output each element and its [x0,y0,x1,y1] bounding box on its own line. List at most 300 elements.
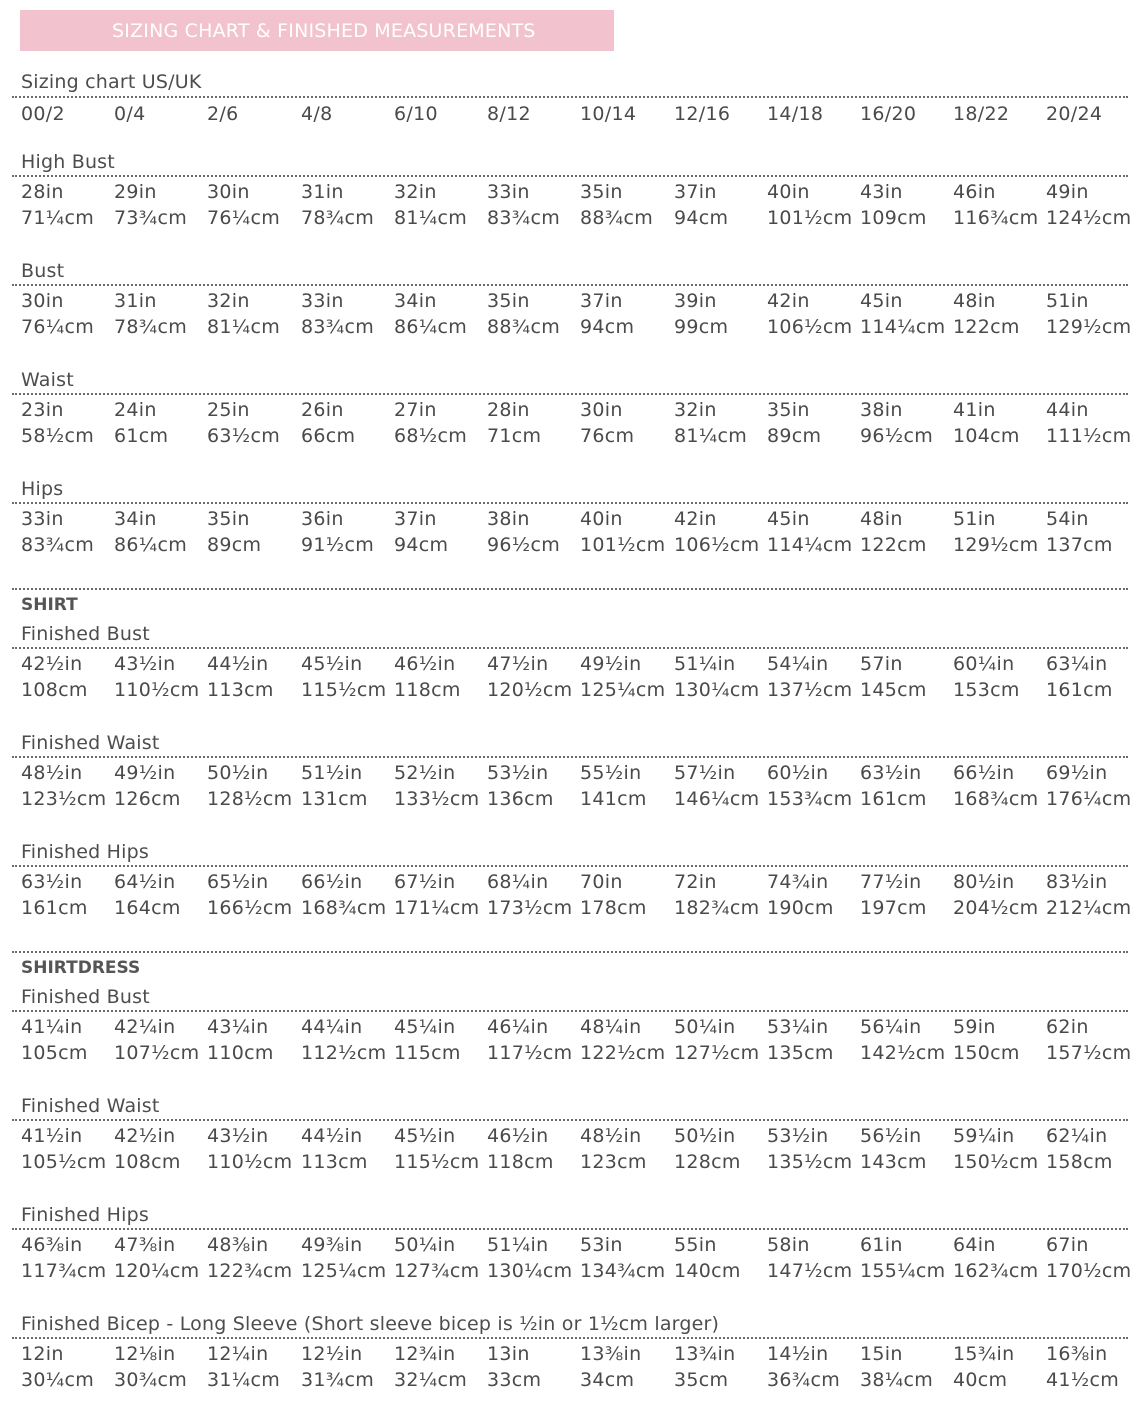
dotted-divider [12,175,1128,177]
inch-value: 49½in [580,653,642,675]
inch-value: 48½in [580,1125,642,1147]
inch-value: 41in [953,399,996,421]
cm-value: 170½cm [1046,1260,1132,1282]
cm-value: 66cm [301,425,356,447]
inch-value: 53in [580,1234,623,1256]
cm-value: 35cm [674,1369,729,1391]
cm-value: 30¾cm [114,1369,188,1391]
cm-value: 94cm [394,534,449,556]
dotted-divider [12,588,1128,590]
inch-value: 68¼in [487,871,549,893]
cm-value: 83¾cm [301,316,375,338]
inch-value: 61in [860,1234,903,1256]
cm-value: 153¾cm [767,788,853,810]
cm-value: 108cm [114,1151,181,1173]
inch-value: 51in [953,508,996,530]
size-value: 12/16 [674,103,731,125]
inch-value: 31in [114,290,157,312]
cm-value: 140cm [674,1260,741,1282]
cm-value: 123½cm [21,788,107,810]
cm-value: 111½cm [1046,425,1132,447]
cm-value: 30¼cm [21,1369,95,1391]
inch-value: 26in [301,399,344,421]
inch-value: 28in [21,181,64,203]
cm-value: 33cm [487,1369,542,1391]
cm-value: 136cm [487,788,554,810]
inch-value: 63¼in [1046,653,1108,675]
inch-value: 45½in [301,653,363,675]
cm-value: 161cm [21,897,88,919]
cm-value: 157½cm [1046,1042,1132,1064]
inch-value: 42½in [21,653,83,675]
inch-value: 77½in [860,871,922,893]
cm-value: 190cm [767,897,834,919]
size-value: 4/8 [301,103,333,125]
inch-value: 52½in [394,762,456,784]
cm-value: 108cm [21,679,88,701]
cm-value: 137½cm [767,679,853,701]
inch-value: 16⅜in [1046,1343,1108,1365]
cm-value: 88¾cm [487,316,561,338]
cm-value: 40cm [953,1369,1008,1391]
inch-value: 45¼in [394,1016,456,1038]
cm-value: 109cm [860,207,927,229]
dotted-divider [12,865,1128,867]
cm-value: 128½cm [207,788,293,810]
cm-value: 89cm [767,425,822,447]
cm-value: 122cm [953,316,1020,338]
inch-value: 59in [953,1016,996,1038]
cm-value: 145cm [860,679,927,701]
inch-value: 48⅜in [207,1234,269,1256]
inch-value: 30in [21,290,64,312]
cm-value: 71cm [487,425,542,447]
dotted-divider [12,647,1128,649]
inch-value: 12¾in [394,1343,456,1365]
measurement-label: Finished Bust [21,623,150,645]
inch-value: 33in [301,290,344,312]
cm-value: 176¼cm [1046,788,1132,810]
inch-value: 15in [860,1343,903,1365]
inch-value: 24in [114,399,157,421]
cm-value: 135cm [767,1042,834,1064]
dotted-divider [12,284,1128,286]
inch-value: 48in [860,508,903,530]
cm-value: 115½cm [394,1151,480,1173]
cm-value: 168¾cm [953,788,1039,810]
cm-value: 61cm [114,425,169,447]
dotted-divider [12,96,1128,98]
cm-value: 182¾cm [674,897,760,919]
inch-value: 29in [114,181,157,203]
inch-value: 57in [860,653,903,675]
cm-value: 147½cm [767,1260,853,1282]
cm-value: 114¼cm [860,316,946,338]
inch-value: 40in [580,508,623,530]
cm-value: 34cm [580,1369,635,1391]
measurement-label: Bust [21,260,65,282]
inch-value: 50¼in [394,1234,456,1256]
cm-value: 89cm [207,534,262,556]
inch-value: 64in [953,1234,996,1256]
cm-value: 162¾cm [953,1260,1039,1282]
inch-value: 32in [394,181,437,203]
inch-value: 66½in [953,762,1015,784]
sizes-label: Sizing chart US/UK [21,71,202,93]
inch-value: 50½in [674,1125,736,1147]
inch-value: 35in [487,290,530,312]
inch-value: 48¼in [580,1016,642,1038]
inch-value: 74¾in [767,871,829,893]
inch-value: 45in [767,508,810,530]
inch-value: 50½in [207,762,269,784]
cm-value: 101½cm [767,207,853,229]
section-title-shirt: SHIRT [21,595,78,615]
cm-value: 142½cm [860,1042,946,1064]
cm-value: 31¼cm [207,1369,281,1391]
inch-value: 42in [674,508,717,530]
inch-value: 13in [487,1343,530,1365]
inch-value: 45½in [394,1125,456,1147]
inch-value: 62in [1046,1016,1089,1038]
cm-value: 76¼cm [207,207,281,229]
cm-value: 104cm [953,425,1020,447]
size-value: 6/10 [394,103,438,125]
inch-value: 46½in [487,1125,549,1147]
inch-value: 37in [580,290,623,312]
dotted-divider [12,951,1128,953]
inch-value: 46in [953,181,996,203]
inch-value: 60½in [767,762,829,784]
cm-value: 166½cm [207,897,293,919]
cm-value: 96½cm [487,534,561,556]
cm-value: 155¼cm [860,1260,946,1282]
cm-value: 106½cm [674,534,760,556]
cm-value: 131cm [301,788,368,810]
inch-value: 46½in [394,653,456,675]
cm-value: 94cm [580,316,635,338]
inch-value: 37in [394,508,437,530]
measurement-label: Finished Bust [21,986,150,1008]
cm-value: 105½cm [21,1151,107,1173]
cm-value: 83¾cm [21,534,95,556]
inch-value: 13⅜in [580,1343,642,1365]
inch-value: 50¼in [674,1016,736,1038]
cm-value: 120½cm [487,679,573,701]
inch-value: 80½in [953,871,1015,893]
cm-value: 129½cm [953,534,1039,556]
inch-value: 30in [580,399,623,421]
cm-value: 110½cm [207,1151,293,1173]
page-title: SIZING CHART & FINISHED MEASUREMENTS [112,20,536,42]
measurement-label: Finished Hips [21,1204,150,1226]
cm-value: 161cm [1046,679,1113,701]
inch-value: 12½in [301,1343,363,1365]
cm-value: 78¾cm [114,316,188,338]
inch-value: 51½in [301,762,363,784]
cm-value: 94cm [674,207,729,229]
inch-value: 49in [1046,181,1089,203]
inch-value: 51¼in [487,1234,549,1256]
cm-value: 73¾cm [114,207,188,229]
inch-value: 32in [674,399,717,421]
inch-value: 63½in [21,871,83,893]
cm-value: 58½cm [21,425,95,447]
inch-value: 70in [580,871,623,893]
cm-value: 99cm [674,316,729,338]
inch-value: 69½in [1046,762,1108,784]
inch-value: 55in [674,1234,717,1256]
cm-value: 212¼cm [1046,897,1132,919]
inch-value: 49½in [114,762,176,784]
cm-value: 113cm [207,679,274,701]
cm-value: 41½cm [1046,1369,1120,1391]
cm-value: 127¾cm [394,1260,480,1282]
cm-value: 91½cm [301,534,375,556]
cm-value: 81¼cm [394,207,468,229]
cm-value: 38¼cm [860,1369,934,1391]
cm-value: 126cm [114,788,181,810]
cm-value: 123cm [580,1151,647,1173]
cm-value: 120¼cm [114,1260,200,1282]
cm-value: 115½cm [301,679,387,701]
inch-value: 12in [21,1343,64,1365]
inch-value: 55½in [580,762,642,784]
cm-value: 141cm [580,788,647,810]
inch-value: 32in [207,290,250,312]
cm-value: 63½cm [207,425,281,447]
measurement-label: Finished Waist [21,1095,160,1117]
cm-value: 118cm [394,679,461,701]
inch-value: 13¾in [674,1343,736,1365]
cm-value: 125¼cm [301,1260,387,1282]
size-value: 14/18 [767,103,824,125]
cm-value: 118cm [487,1151,554,1173]
inch-value: 38in [487,508,530,530]
cm-value: 112½cm [301,1042,387,1064]
cm-value: 83¾cm [487,207,561,229]
size-value: 8/12 [487,103,531,125]
inch-value: 12¼in [207,1343,269,1365]
inch-value: 65½in [207,871,269,893]
cm-value: 161cm [860,788,927,810]
cm-value: 116¾cm [953,207,1039,229]
size-value: 00/2 [21,103,65,125]
cm-value: 78¾cm [301,207,375,229]
inch-value: 51in [1046,290,1089,312]
inch-value: 56½in [860,1125,922,1147]
dotted-divider [12,1228,1128,1230]
cm-value: 81¼cm [674,425,748,447]
inch-value: 72in [674,871,717,893]
size-value: 20/24 [1046,103,1103,125]
inch-value: 36in [301,508,344,530]
size-value: 18/22 [953,103,1010,125]
inch-value: 38in [860,399,903,421]
cm-value: 150cm [953,1042,1020,1064]
cm-value: 130¼cm [674,679,760,701]
size-value: 16/20 [860,103,917,125]
cm-value: 125¼cm [580,679,666,701]
cm-value: 86¼cm [394,316,468,338]
inch-value: 43½in [114,653,176,675]
inch-value: 34in [114,508,157,530]
cm-value: 36¾cm [767,1369,841,1391]
inch-value: 31in [301,181,344,203]
cm-value: 158cm [1046,1151,1113,1173]
cm-value: 31¾cm [301,1369,375,1391]
measurement-label: Waist [21,369,74,391]
cm-value: 71¼cm [21,207,95,229]
cm-value: 204½cm [953,897,1039,919]
inch-value: 23in [21,399,64,421]
inch-value: 46¼in [487,1016,549,1038]
cm-value: 114¼cm [767,534,853,556]
cm-value: 88¾cm [580,207,654,229]
inch-value: 59¼in [953,1125,1015,1147]
dotted-divider [12,1337,1128,1339]
inch-value: 45in [860,290,903,312]
cm-value: 105cm [21,1042,88,1064]
measurement-label: Finished Bicep - Long Sleeve (Short sleeve bicep is ½in or 1½cm larger) [21,1313,720,1335]
inch-value: 53½in [767,1125,829,1147]
inch-value: 41¼in [21,1016,83,1038]
inch-value: 62¼in [1046,1125,1108,1147]
cm-value: 153cm [953,679,1020,701]
inch-value: 42¼in [114,1016,176,1038]
inch-value: 64½in [114,871,176,893]
cm-value: 110½cm [114,679,200,701]
cm-value: 146¼cm [674,788,760,810]
inch-value: 47½in [487,653,549,675]
inch-value: 44½in [207,653,269,675]
cm-value: 143cm [860,1151,927,1173]
inch-value: 40in [767,181,810,203]
cm-value: 135½cm [767,1151,853,1173]
inch-value: 41½in [21,1125,83,1147]
inch-value: 47⅜in [114,1234,176,1256]
inch-value: 42½in [114,1125,176,1147]
measurement-label: Finished Waist [21,732,160,754]
cm-value: 107½cm [114,1042,200,1064]
cm-value: 115cm [394,1042,461,1064]
inch-value: 44½in [301,1125,363,1147]
cm-value: 168¾cm [301,897,387,919]
inch-value: 54¼in [767,653,829,675]
cm-value: 117½cm [487,1042,573,1064]
inch-value: 53¼in [767,1016,829,1038]
inch-value: 63½in [860,762,922,784]
inch-value: 35in [767,399,810,421]
dotted-divider [12,502,1128,504]
size-value: 10/14 [580,103,637,125]
cm-value: 130¼cm [487,1260,573,1282]
cm-value: 76cm [580,425,635,447]
cm-value: 137cm [1046,534,1113,556]
inch-value: 14½in [767,1343,829,1365]
cm-value: 164cm [114,897,181,919]
inch-value: 43½in [207,1125,269,1147]
cm-value: 178cm [580,897,647,919]
inch-value: 54in [1046,508,1089,530]
dotted-divider [12,1010,1128,1012]
section-title-shirtdress: SHIRTDRESS [21,958,141,978]
inch-value: 28in [487,399,530,421]
cm-value: 101½cm [580,534,666,556]
cm-value: 68½cm [394,425,468,447]
measurement-label: High Bust [21,151,115,173]
cm-value: 197cm [860,897,927,919]
dotted-divider [12,756,1128,758]
cm-value: 122½cm [580,1042,666,1064]
inch-value: 42in [767,290,810,312]
inch-value: 58in [767,1234,810,1256]
inch-value: 35in [207,508,250,530]
size-value: 2/6 [207,103,239,125]
size-value: 0/4 [114,103,146,125]
cm-value: 127½cm [674,1042,760,1064]
cm-value: 110cm [207,1042,274,1064]
cm-value: 96½cm [860,425,934,447]
inch-value: 66½in [301,871,363,893]
inch-value: 33in [487,181,530,203]
cm-value: 128cm [674,1151,741,1173]
inch-value: 48½in [21,762,83,784]
inch-value: 43¼in [207,1016,269,1038]
cm-value: 122cm [860,534,927,556]
inch-value: 57½in [674,762,736,784]
inch-value: 27in [394,399,437,421]
cm-value: 32¼cm [394,1369,468,1391]
inch-value: 51¼in [674,653,736,675]
cm-value: 76¼cm [21,316,95,338]
cm-value: 124½cm [1046,207,1132,229]
cm-value: 133½cm [394,788,480,810]
cm-value: 171¼cm [394,897,480,919]
cm-value: 113cm [301,1151,368,1173]
inch-value: 44¼in [301,1016,363,1038]
cm-value: 150½cm [953,1151,1039,1173]
measurement-label: Hips [21,478,64,500]
inch-value: 83½in [1046,871,1108,893]
cm-value: 134¾cm [580,1260,666,1282]
inch-value: 33in [21,508,64,530]
inch-value: 53½in [487,762,549,784]
inch-value: 46⅜in [21,1234,83,1256]
inch-value: 49⅜in [301,1234,363,1256]
cm-value: 117¾cm [21,1260,107,1282]
inch-value: 67½in [394,871,456,893]
inch-value: 35in [580,181,623,203]
measurement-label: Finished Hips [21,841,150,863]
inch-value: 48in [953,290,996,312]
dotted-divider [12,393,1128,395]
dotted-divider [12,1119,1128,1121]
inch-value: 43in [860,181,903,203]
inch-value: 30in [207,181,250,203]
cm-value: 173½cm [487,897,573,919]
inch-value: 44in [1046,399,1089,421]
cm-value: 81¼cm [207,316,281,338]
cm-value: 86¼cm [114,534,188,556]
inch-value: 34in [394,290,437,312]
inch-value: 37in [674,181,717,203]
cm-value: 106½cm [767,316,853,338]
inch-value: 67in [1046,1234,1089,1256]
inch-value: 60¼in [953,653,1015,675]
cm-value: 129½cm [1046,316,1132,338]
inch-value: 56¼in [860,1016,922,1038]
